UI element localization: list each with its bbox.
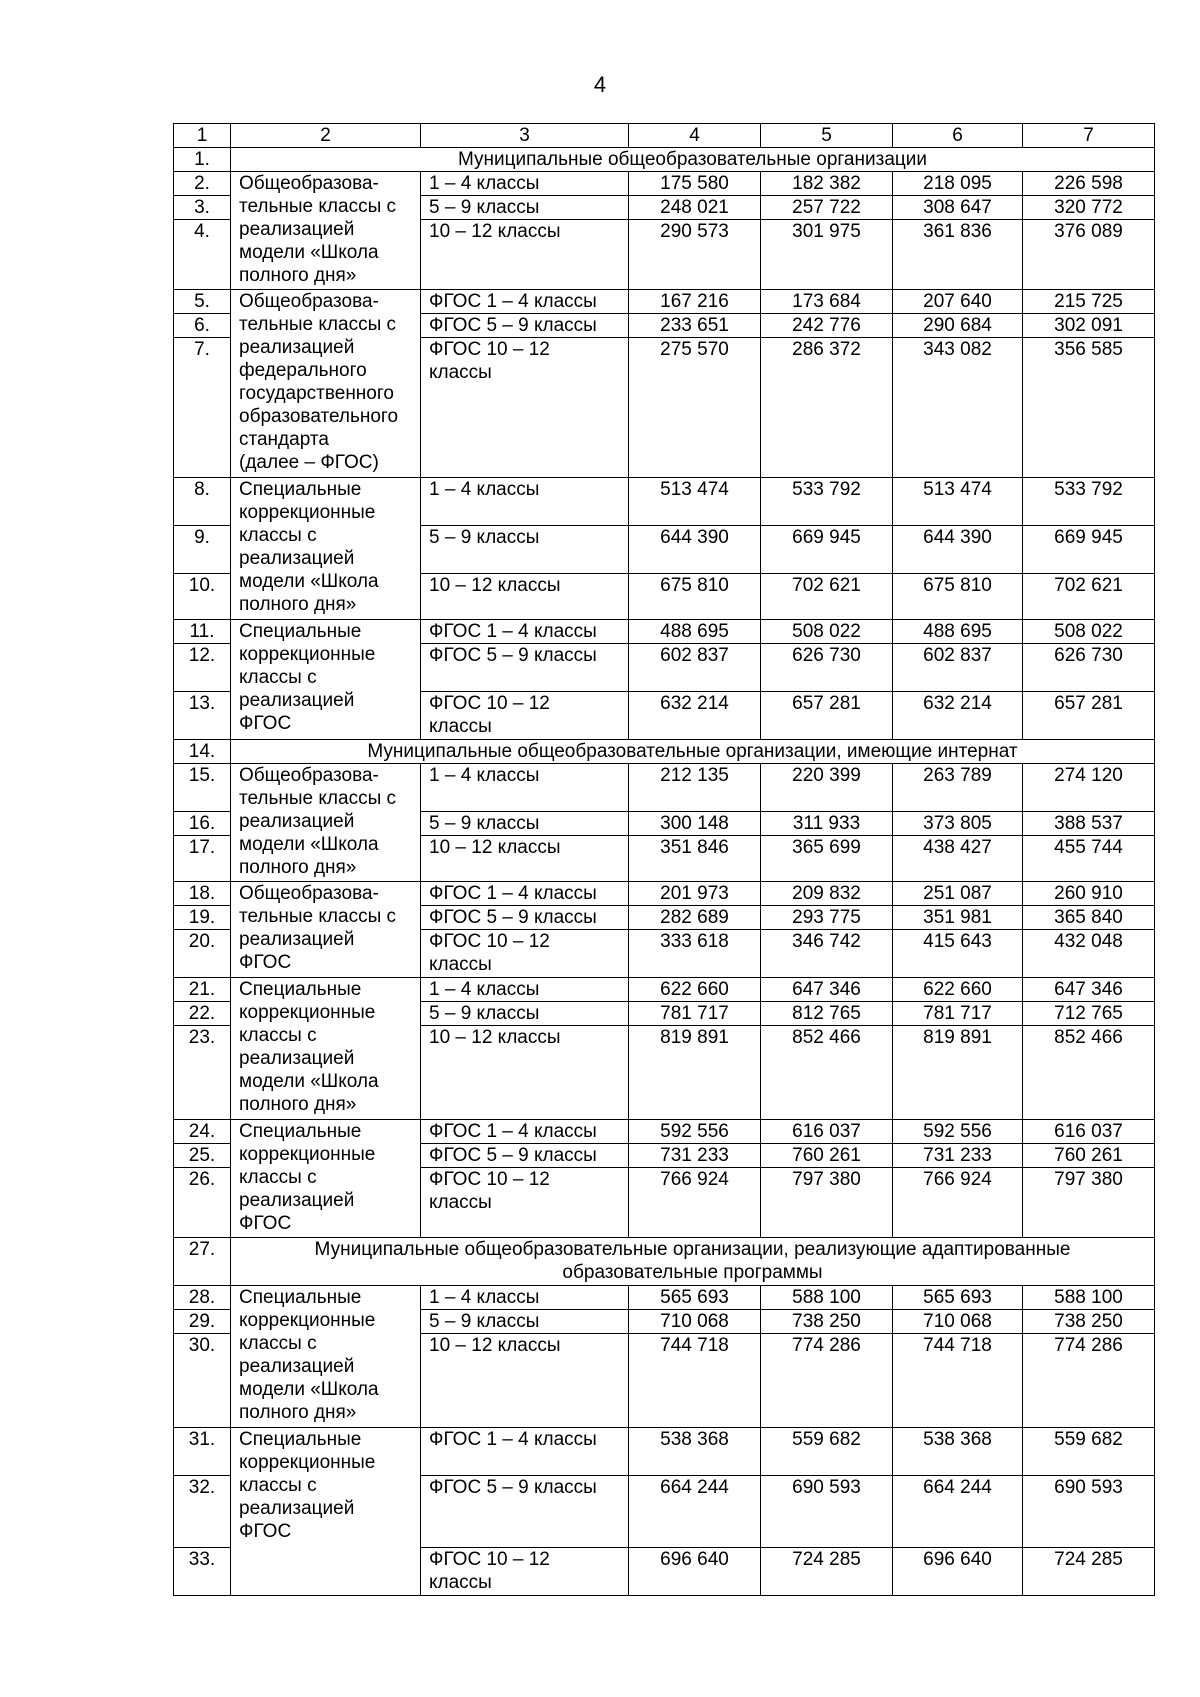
value-cell: 242 776 xyxy=(761,314,893,338)
row-number: 4. xyxy=(174,220,231,290)
table-row xyxy=(174,620,1155,644)
value-cell: 702 621 xyxy=(1023,574,1155,620)
category-cell: Специальные коррекционные классы с реализацией модели «Школа полного дня» xyxy=(231,978,421,1120)
section-title: Муниципальные общеобразовательные организации, имеющие интернат xyxy=(231,740,1155,764)
value-cell: 376 089 xyxy=(1023,220,1155,290)
value-cell: 592 556 xyxy=(893,1120,1023,1144)
row-number: 29. xyxy=(174,1310,231,1334)
value-cell: 664 244 xyxy=(893,1476,1023,1548)
value-cell: 852 466 xyxy=(1023,1026,1155,1120)
value-cell: 622 660 xyxy=(893,978,1023,1002)
value-cell: 710 068 xyxy=(893,1310,1023,1334)
value-cell: 201 973 xyxy=(629,882,761,906)
class-group-cell: 1 – 4 классы xyxy=(421,172,629,196)
value-cell: 346 742 xyxy=(761,930,893,978)
value-cell: 852 466 xyxy=(761,1026,893,1120)
value-cell: 647 346 xyxy=(1023,978,1155,1002)
value-cell: 690 593 xyxy=(761,1476,893,1548)
row-number: 30. xyxy=(174,1334,231,1428)
category-cell: Специальные коррекционные классы с реализацией модели «Школа полного дня» xyxy=(231,1286,421,1428)
value-cell: 710 068 xyxy=(629,1310,761,1334)
value-cell: 690 593 xyxy=(1023,1476,1155,1548)
value-cell: 738 250 xyxy=(761,1310,893,1334)
value-cell: 373 805 xyxy=(893,812,1023,836)
value-cell: 333 618 xyxy=(629,930,761,978)
value-cell: 415 643 xyxy=(893,930,1023,978)
category-cell: Специальные коррекционные классы с реализацией ФГОС xyxy=(231,1428,421,1596)
value-cell: 218 095 xyxy=(893,172,1023,196)
class-group-cell: 5 – 9 классы xyxy=(421,1002,629,1026)
column-header: 2 xyxy=(231,124,421,148)
value-cell: 797 380 xyxy=(761,1168,893,1238)
value-cell: 251 087 xyxy=(893,882,1023,906)
category-cell: Общеобразова- тельные классы с реализацией модели «Школа полного дня» xyxy=(231,172,421,290)
value-cell: 657 281 xyxy=(1023,692,1155,740)
value-cell: 644 390 xyxy=(893,526,1023,574)
value-cell: 559 682 xyxy=(1023,1428,1155,1476)
value-cell: 592 556 xyxy=(629,1120,761,1144)
value-cell: 724 285 xyxy=(761,1548,893,1596)
column-header: 7 xyxy=(1023,124,1155,148)
class-group-cell: ФГОС 1 – 4 классы xyxy=(421,1428,629,1476)
value-cell: 438 427 xyxy=(893,836,1023,882)
value-cell: 538 368 xyxy=(629,1428,761,1476)
value-cell: 388 537 xyxy=(1023,812,1155,836)
value-cell: 513 474 xyxy=(629,478,761,526)
row-number: 25. xyxy=(174,1144,231,1168)
class-group-cell: 10 – 12 классы xyxy=(421,1334,629,1428)
row-number: 9. xyxy=(174,526,231,574)
section-row xyxy=(174,740,1155,764)
value-cell: 320 772 xyxy=(1023,196,1155,220)
value-cell: 712 765 xyxy=(1023,1002,1155,1026)
value-cell: 308 647 xyxy=(893,196,1023,220)
column-header: 6 xyxy=(893,124,1023,148)
value-cell: 508 022 xyxy=(761,620,893,644)
section-row xyxy=(174,148,1155,172)
value-cell: 744 718 xyxy=(893,1334,1023,1428)
class-group-cell: ФГОС 1 – 4 классы xyxy=(421,882,629,906)
value-cell: 781 717 xyxy=(629,1002,761,1026)
value-cell: 300 148 xyxy=(629,812,761,836)
value-cell: 290 684 xyxy=(893,314,1023,338)
value-cell: 488 695 xyxy=(629,620,761,644)
row-number: 15. xyxy=(174,764,231,812)
class-group-cell: 1 – 4 классы xyxy=(421,1286,629,1310)
value-cell: 538 368 xyxy=(893,1428,1023,1476)
row-number: 17. xyxy=(174,836,231,882)
value-cell: 644 390 xyxy=(629,526,761,574)
class-group-cell: ФГОС 5 – 9 классы xyxy=(421,1144,629,1168)
funding-table xyxy=(173,123,1155,1596)
value-cell: 664 244 xyxy=(629,1476,761,1548)
table-row xyxy=(174,882,1155,906)
value-cell: 622 660 xyxy=(629,978,761,1002)
table-row xyxy=(174,478,1155,526)
value-cell: 257 722 xyxy=(761,196,893,220)
page-number: 4 xyxy=(593,72,607,97)
value-cell: 182 382 xyxy=(761,172,893,196)
class-group-cell: ФГОС 5 – 9 классы xyxy=(421,644,629,692)
value-cell: 781 717 xyxy=(893,1002,1023,1026)
table-row xyxy=(174,1286,1155,1310)
class-group-cell: 1 – 4 классы xyxy=(421,478,629,526)
row-number: 13. xyxy=(174,692,231,740)
value-cell: 812 765 xyxy=(761,1002,893,1026)
class-group-cell: ФГОС 1 – 4 классы xyxy=(421,290,629,314)
value-cell: 365 699 xyxy=(761,836,893,882)
column-header: 5 xyxy=(761,124,893,148)
value-cell: 760 261 xyxy=(761,1144,893,1168)
row-number: 6. xyxy=(174,314,231,338)
value-cell: 513 474 xyxy=(893,478,1023,526)
row-number: 21. xyxy=(174,978,231,1002)
row-number: 18. xyxy=(174,882,231,906)
class-group-cell: ФГОС 10 – 12 классы xyxy=(421,1548,629,1596)
value-cell: 766 924 xyxy=(893,1168,1023,1238)
column-header: 4 xyxy=(629,124,761,148)
row-number: 31. xyxy=(174,1428,231,1476)
class-group-cell: ФГОС 1 – 4 классы xyxy=(421,1120,629,1144)
row-number: 16. xyxy=(174,812,231,836)
value-cell: 588 100 xyxy=(1023,1286,1155,1310)
class-group-cell: ФГОС 5 – 9 классы xyxy=(421,906,629,930)
value-cell: 602 837 xyxy=(893,644,1023,692)
value-cell: 311 933 xyxy=(761,812,893,836)
value-cell: 819 891 xyxy=(893,1026,1023,1120)
value-cell: 669 945 xyxy=(1023,526,1155,574)
class-group-cell: ФГОС 10 – 12 классы xyxy=(421,1168,629,1238)
row-number: 32. xyxy=(174,1476,231,1548)
value-cell: 274 120 xyxy=(1023,764,1155,812)
category-cell: Специальные коррекционные классы с реализацией модели «Школа полного дня» xyxy=(231,478,421,620)
column-header: 3 xyxy=(421,124,629,148)
table-row xyxy=(174,1428,1155,1476)
row-number: 12. xyxy=(174,644,231,692)
value-cell: 702 621 xyxy=(761,574,893,620)
value-cell: 351 846 xyxy=(629,836,761,882)
row-number: 8. xyxy=(174,478,231,526)
row-number: 3. xyxy=(174,196,231,220)
value-cell: 361 836 xyxy=(893,220,1023,290)
value-cell: 632 214 xyxy=(893,692,1023,740)
class-group-cell: ФГОС 10 – 12 классы xyxy=(421,692,629,740)
section-title: Муниципальные общеобразовательные организации xyxy=(231,148,1155,172)
value-cell: 632 214 xyxy=(629,692,761,740)
value-cell: 696 640 xyxy=(893,1548,1023,1596)
value-cell: 647 346 xyxy=(761,978,893,1002)
value-cell: 744 718 xyxy=(629,1334,761,1428)
value-cell: 343 082 xyxy=(893,338,1023,478)
value-cell: 233 651 xyxy=(629,314,761,338)
value-cell: 290 573 xyxy=(629,220,761,290)
row-number: 1. xyxy=(174,148,231,172)
class-group-cell: ФГОС 5 – 9 классы xyxy=(421,314,629,338)
value-cell: 731 233 xyxy=(629,1144,761,1168)
value-cell: 175 580 xyxy=(629,172,761,196)
column-header: 1 xyxy=(174,124,231,148)
category-cell: Специальные коррекционные классы с реализацией ФГОС xyxy=(231,1120,421,1238)
table-row xyxy=(174,978,1155,1002)
value-cell: 626 730 xyxy=(761,644,893,692)
class-group-cell: 5 – 9 классы xyxy=(421,1310,629,1334)
value-cell: 738 250 xyxy=(1023,1310,1155,1334)
value-cell: 351 981 xyxy=(893,906,1023,930)
class-group-cell: 5 – 9 классы xyxy=(421,196,629,220)
value-cell: 766 924 xyxy=(629,1168,761,1238)
value-cell: 760 261 xyxy=(1023,1144,1155,1168)
value-cell: 301 975 xyxy=(761,220,893,290)
value-cell: 432 048 xyxy=(1023,930,1155,978)
row-number: 11. xyxy=(174,620,231,644)
row-number: 2. xyxy=(174,172,231,196)
category-cell: Общеобразова- тельные классы с реализацией модели «Школа полного дня» xyxy=(231,764,421,882)
value-cell: 248 021 xyxy=(629,196,761,220)
value-cell: 260 910 xyxy=(1023,882,1155,906)
value-cell: 675 810 xyxy=(629,574,761,620)
value-cell: 616 037 xyxy=(761,1120,893,1144)
value-cell: 696 640 xyxy=(629,1548,761,1596)
value-cell: 275 570 xyxy=(629,338,761,478)
class-group-cell: 10 – 12 классы xyxy=(421,220,629,290)
value-cell: 588 100 xyxy=(761,1286,893,1310)
row-number: 10. xyxy=(174,574,231,620)
value-cell: 293 775 xyxy=(761,906,893,930)
class-group-cell: 10 – 12 классы xyxy=(421,836,629,882)
class-group-cell: 10 – 12 классы xyxy=(421,1026,629,1120)
row-number: 22. xyxy=(174,1002,231,1026)
value-cell: 657 281 xyxy=(761,692,893,740)
value-cell: 774 286 xyxy=(1023,1334,1155,1428)
value-cell: 212 135 xyxy=(629,764,761,812)
value-cell: 455 744 xyxy=(1023,836,1155,882)
section-title: Муниципальные общеобразовательные организации, реализующие адаптированные образовательные программы xyxy=(231,1238,1155,1286)
class-group-cell: 5 – 9 классы xyxy=(421,526,629,574)
value-cell: 533 792 xyxy=(1023,478,1155,526)
value-cell: 626 730 xyxy=(1023,644,1155,692)
table-row xyxy=(174,172,1155,196)
class-group-cell: ФГОС 1 – 4 классы xyxy=(421,620,629,644)
value-cell: 173 684 xyxy=(761,290,893,314)
value-cell: 559 682 xyxy=(761,1428,893,1476)
class-group-cell: ФГОС 10 – 12 классы xyxy=(421,338,629,478)
row-number: 14. xyxy=(174,740,231,764)
value-cell: 356 585 xyxy=(1023,338,1155,478)
class-group-cell: 10 – 12 классы xyxy=(421,574,629,620)
row-number: 33. xyxy=(174,1548,231,1596)
row-number: 20. xyxy=(174,930,231,978)
row-number: 24. xyxy=(174,1120,231,1144)
value-cell: 797 380 xyxy=(1023,1168,1155,1238)
class-group-cell: 1 – 4 классы xyxy=(421,978,629,1002)
value-cell: 669 945 xyxy=(761,526,893,574)
value-cell: 226 598 xyxy=(1023,172,1155,196)
value-cell: 508 022 xyxy=(1023,620,1155,644)
category-cell: Общеобразова- тельные классы с реализацией федерального государственного образовательного стандарта (далее – ФГОС) xyxy=(231,290,421,478)
class-group-cell: ФГОС 10 – 12 классы xyxy=(421,930,629,978)
row-number: 7. xyxy=(174,338,231,478)
table-row xyxy=(174,1120,1155,1144)
value-cell: 282 689 xyxy=(629,906,761,930)
row-number: 23. xyxy=(174,1026,231,1120)
class-group-cell: 1 – 4 классы xyxy=(421,764,629,812)
class-group-cell: 5 – 9 классы xyxy=(421,812,629,836)
table-row xyxy=(174,764,1155,812)
section-row xyxy=(174,1238,1155,1286)
value-cell: 533 792 xyxy=(761,478,893,526)
row-number: 5. xyxy=(174,290,231,314)
category-cell: Специальные коррекционные классы с реализацией ФГОС xyxy=(231,620,421,740)
value-cell: 731 233 xyxy=(893,1144,1023,1168)
table-row xyxy=(174,290,1155,314)
row-number: 27. xyxy=(174,1238,231,1286)
value-cell: 675 810 xyxy=(893,574,1023,620)
category-cell: Общеобразова- тельные классы с реализацией ФГОС xyxy=(231,882,421,978)
value-cell: 215 725 xyxy=(1023,290,1155,314)
value-cell: 365 840 xyxy=(1023,906,1155,930)
value-cell: 616 037 xyxy=(1023,1120,1155,1144)
value-cell: 488 695 xyxy=(893,620,1023,644)
value-cell: 167 216 xyxy=(629,290,761,314)
value-cell: 724 285 xyxy=(1023,1548,1155,1596)
value-cell: 263 789 xyxy=(893,764,1023,812)
row-number: 28. xyxy=(174,1286,231,1310)
row-number: 26. xyxy=(174,1168,231,1238)
value-cell: 209 832 xyxy=(761,882,893,906)
table-header-row xyxy=(174,124,1155,148)
value-cell: 774 286 xyxy=(761,1334,893,1428)
row-number: 19. xyxy=(174,906,231,930)
value-cell: 302 091 xyxy=(1023,314,1155,338)
value-cell: 819 891 xyxy=(629,1026,761,1120)
value-cell: 286 372 xyxy=(761,338,893,478)
class-group-cell: ФГОС 5 – 9 классы xyxy=(421,1476,629,1548)
value-cell: 565 693 xyxy=(893,1286,1023,1310)
value-cell: 602 837 xyxy=(629,644,761,692)
value-cell: 565 693 xyxy=(629,1286,761,1310)
value-cell: 207 640 xyxy=(893,290,1023,314)
value-cell: 220 399 xyxy=(761,764,893,812)
